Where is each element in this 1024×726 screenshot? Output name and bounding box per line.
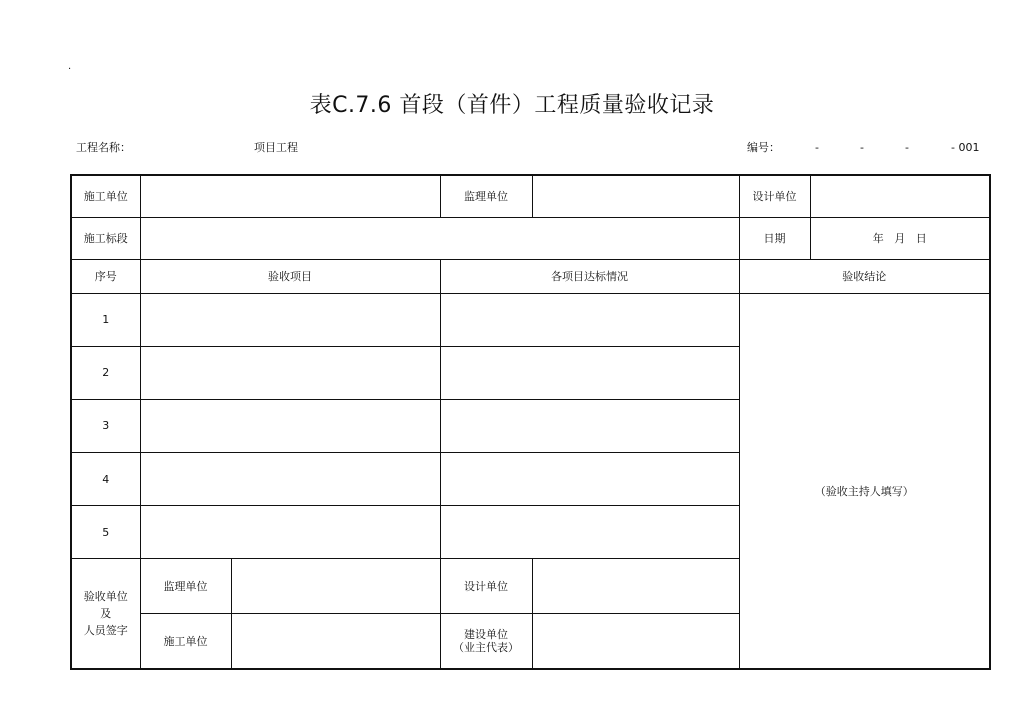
sign-owner-label bbox=[440, 614, 532, 669]
sign-construction-label: 施工单位 bbox=[140, 614, 231, 669]
sign-group-label bbox=[71, 559, 140, 669]
row-number: 2 bbox=[71, 346, 140, 399]
sign-group-label-line-2: 及 bbox=[100, 607, 112, 621]
date-label: 日期 bbox=[740, 218, 811, 259]
conclusion-field[interactable] bbox=[739, 293, 990, 669]
col-header-no: 序号 bbox=[71, 259, 140, 293]
construction-unit-field[interactable] bbox=[140, 175, 440, 217]
status-field[interactable] bbox=[440, 399, 739, 452]
sign-group-label-line-3: 人员签字 bbox=[83, 624, 128, 638]
sign-owner-field[interactable] bbox=[532, 614, 739, 669]
design-unit-label: 设计单位 bbox=[740, 176, 811, 217]
sign-group-label-line-1: 验收单位 bbox=[83, 590, 128, 604]
section-label: 施工标段 bbox=[71, 217, 140, 259]
supervision-unit-field[interactable] bbox=[532, 175, 739, 217]
supervision-unit-label: 监理单位 bbox=[440, 175, 532, 217]
status-field[interactable] bbox=[440, 453, 739, 506]
col-header-item: 验收项目 bbox=[140, 259, 440, 293]
item-field[interactable] bbox=[140, 293, 440, 346]
date-field[interactable]: 年 月 日 bbox=[872, 232, 927, 246]
project-name-label: 工程名称： bbox=[76, 141, 131, 154]
number-part-2: - bbox=[860, 141, 864, 154]
conclusion-note: （验收主持人填写） bbox=[814, 484, 914, 498]
status-field[interactable] bbox=[440, 346, 739, 399]
item-field[interactable] bbox=[140, 399, 440, 452]
design-unit-field[interactable] bbox=[811, 176, 990, 217]
number-part-3: - bbox=[905, 141, 909, 154]
status-field[interactable] bbox=[440, 293, 739, 346]
col-header-status: 各项目达标情况 bbox=[440, 259, 739, 293]
sign-supervision-label: 监理单位 bbox=[140, 559, 231, 614]
date-cell bbox=[739, 217, 990, 259]
status-field[interactable] bbox=[440, 506, 739, 559]
construction-unit-label: 施工单位 bbox=[71, 175, 140, 217]
row-number: 4 bbox=[71, 453, 140, 506]
form-title: 表C.7.6 首段（首件）工程质量验收记录 bbox=[309, 93, 715, 118]
sign-owner-label-line-2: （业主代表） bbox=[453, 641, 520, 655]
row-number: 5 bbox=[71, 506, 140, 559]
sign-supervision-field[interactable] bbox=[231, 559, 440, 614]
row-number: 3 bbox=[71, 399, 140, 452]
sign-owner-label-line-1: 建设单位 bbox=[464, 628, 509, 642]
section-field[interactable] bbox=[140, 217, 739, 259]
design-unit-cell bbox=[739, 175, 990, 217]
sign-design-field[interactable] bbox=[532, 559, 739, 614]
item-field[interactable] bbox=[140, 506, 440, 559]
number-part-4: - 001 bbox=[951, 141, 980, 154]
corner-mark: . bbox=[68, 61, 72, 72]
col-header-conclusion: 验收结论 bbox=[739, 259, 990, 293]
sign-construction-field[interactable] bbox=[231, 614, 440, 669]
acceptance-record-table bbox=[70, 174, 989, 670]
item-field[interactable] bbox=[140, 453, 440, 506]
project-name-value: 项目工程 bbox=[254, 141, 298, 154]
row-number: 1 bbox=[71, 293, 140, 346]
item-field[interactable] bbox=[140, 346, 440, 399]
number-part-1: - bbox=[815, 141, 819, 154]
sign-design-label: 设计单位 bbox=[440, 559, 532, 614]
number-label: 编号： bbox=[747, 141, 780, 154]
